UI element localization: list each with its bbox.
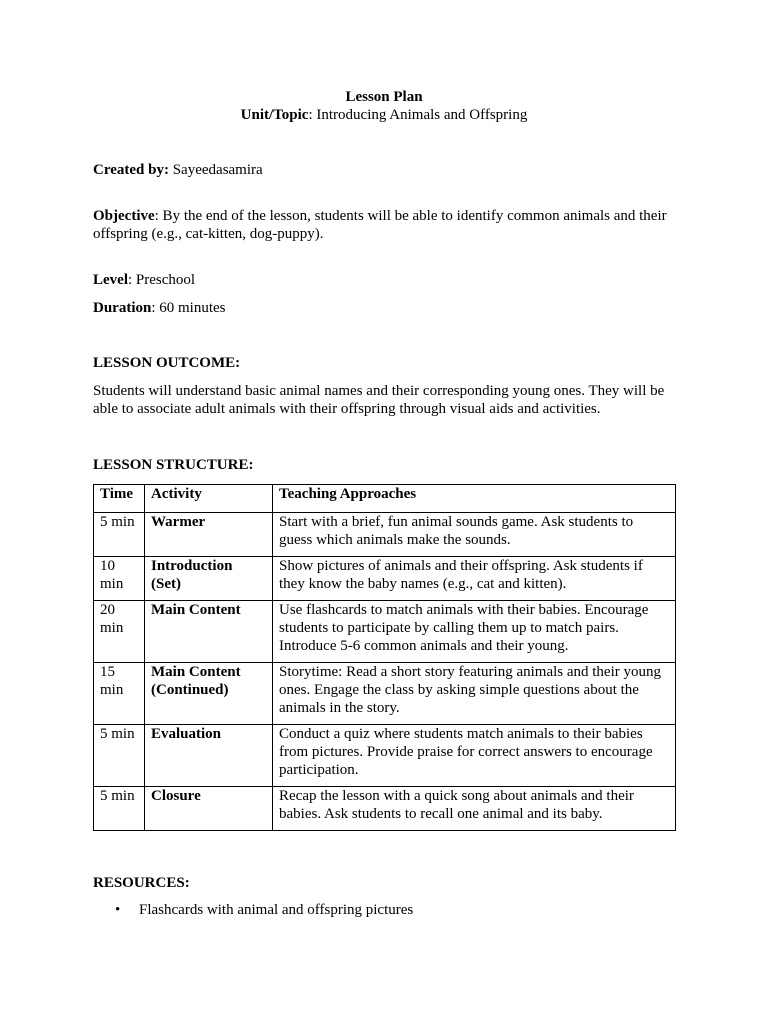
activity-cell: Warmer [145, 513, 273, 557]
time-cell: 5 min [94, 725, 145, 787]
created-by-line [93, 161, 679, 179]
approach-cell: Storytime: Read a short story featuring animals and their young ones. Engage the class by asking simple questions about the animals in the story. [273, 663, 676, 725]
document-title: Lesson Plan [345, 89, 423, 105]
time-cell: 10 min [94, 557, 145, 601]
table-row [94, 513, 676, 557]
table-row [94, 725, 676, 787]
level-value: : Preschool [128, 272, 196, 288]
table-row [94, 557, 676, 601]
objective-paragraph [93, 207, 679, 243]
created-by-value: Sayeedasamira [168, 162, 263, 178]
approach-cell: Use flashcards to match animals with their babies. Encourage students to participate by calling them up to match pairs. Introduce 5-6 common animals and their young. [273, 601, 676, 663]
table-row [94, 601, 676, 663]
activity-cell: Main Content (Continued) [145, 663, 273, 725]
time-cell: 15 min [94, 663, 145, 725]
time-cell: 5 min [94, 787, 145, 831]
approach-cell: Start with a brief, fun animal sounds game. Ask students to guess which animals make the sounds. [273, 513, 676, 557]
approach-cell: Recap the lesson with a quick song about animals and their babies. Ask students to recall one animal and its baby. [273, 787, 676, 831]
time-cell: 5 min [94, 513, 145, 557]
duration-line [93, 299, 679, 317]
approach-cell: Show pictures of animals and their offspring. Ask students if they know the baby names (e.g., cat and kitten). [273, 557, 676, 601]
table-header-row [94, 485, 676, 513]
objective-text: : By the end of the lesson, students will be able to identify common animals and their offspring (e.g., cat-kitten, dog-puppy). [93, 208, 667, 242]
created-by-label: Created by: [93, 162, 169, 178]
table-row [94, 787, 676, 831]
list-item [93, 901, 679, 919]
table-row [94, 663, 676, 725]
column-header-time: Time [94, 485, 145, 513]
time-cell: 20 min [94, 601, 145, 663]
column-header-activity: Activity [145, 485, 273, 513]
lesson-structure-heading: LESSON STRUCTURE: [93, 457, 254, 473]
duration-value: : 60 minutes [151, 300, 226, 316]
level-line [93, 271, 679, 289]
activity-cell: Evaluation [145, 725, 273, 787]
duration-label: Duration [93, 300, 152, 316]
objective-label: Objective [93, 208, 155, 224]
lesson-outcome-text: Students will understand basic animal names and their corresponding young ones. They will be able to associate adult animals with their offspring through visual aids and activities. [93, 383, 665, 417]
unit-topic-line [0, 106, 768, 124]
activity-cell: Introduction (Set) [145, 557, 273, 601]
activity-cell: Main Content [145, 601, 273, 663]
level-label: Level [93, 272, 128, 288]
column-header-approaches: Teaching Approaches [273, 485, 676, 513]
resources-heading: RESOURCES: [93, 875, 190, 891]
activity-cell: Closure [145, 787, 273, 831]
resources-list [93, 901, 679, 919]
unit-topic-value: : Introducing Animals and Offspring [308, 107, 528, 123]
unit-topic-label: Unit/Topic [240, 107, 309, 123]
lesson-outcome-heading: LESSON OUTCOME: [93, 355, 241, 371]
resource-item-text: Flashcards with animal and offspring pictures [139, 902, 414, 918]
approach-cell: Conduct a quiz where students match animals to their babies from pictures. Provide praise for correct answers to encourage participation. [273, 725, 676, 787]
bullet-icon: • [115, 902, 121, 918]
lesson-structure-table [93, 484, 676, 831]
